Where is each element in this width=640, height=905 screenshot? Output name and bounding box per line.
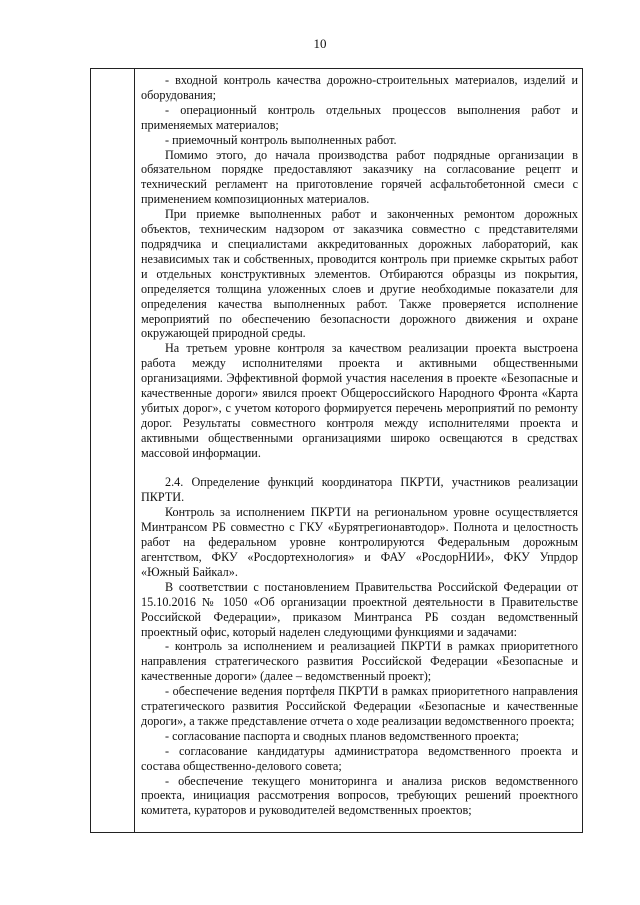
paragraph: - приемочный контроль выполненных работ. xyxy=(165,132,397,147)
paragraph: - операционный контроль отдельных процессов выполнения работ и применяемых материалов; xyxy=(141,102,578,132)
list-item: - обеспечение текущего мониторинга и анализа рисков ведомственного проекта, инициация рассмотрения вопросов, требующих решений проектного комитета, кураторов и руководителей ведомственных проектов; xyxy=(141,773,578,818)
page-number: 10 xyxy=(313,36,327,51)
paragraph: На третьем уровне контроля за качеством реализации проекта выстроена работа между исполнителями проекта и активными общественными организациями. Эффективной формой участия населения в проекте «Безопасные и качественные дороги» явился проект Общероссийского Народного Фронта «Карта убитых дорог», с учетом которого формируется перечень мероприятий по ремонту дорог. Результаты совместного контроля между исполнителями проекта и активными общественными организациями широко освещаются в средствах массовой информации. xyxy=(141,341,578,460)
paragraph: В соответствии с постановлением Правительства Российской Федерации от 15.10.2016 № 1050 «Об организации проектной деятельности в Правительстве Российской Федерации», приказом Минтранса РБ создан ведомственный проектный офис, который наделен следующими функциями и задачами: xyxy=(141,579,578,639)
paragraph: При приемке выполненных работ и законченных ремонтом дорожных объектов, техническим надзором от заказчика совместно с представителями подрядчика и специалистами аккредитованных дорожных лабораторий, как независимых так и собственных, проводится контроль при приемке скрытых работ и отдельных конструктивных элементов. Отбираются образцы из покрытия, определяется толщина уложенных слоев и другие необходимые показатели для определения качества выполненных работ. Также проверяется исполнение мероприятий по обеспечению безопасности дорожного движения и охране окружающей природной среды. xyxy=(141,207,578,341)
spacer xyxy=(141,461,578,476)
list-item: - обеспечение ведения портфеля ПКРТИ в рамках приоритетного направления стратегического развития Российской Федерации «Безопасные и качественные дороги», а также представление отчета о ходе реализации ведомственного проекта; xyxy=(141,684,578,728)
list-item: - согласование кандидатуры администратора ведомственного проекта и состава общественно-делового совета; xyxy=(141,743,578,773)
paragraph: Помимо этого, до начала производства работ подрядные организации в обязательном порядке предоставляют заказчику на согласование рецепт и технический регламент на приготовление горячей асфальтобетонной смеси с применением композиционных материалов. xyxy=(141,147,578,207)
section-heading: 2.4. Определение функций координатора ПКРТИ, участников реализации ПКРТИ. xyxy=(141,475,578,505)
list-item: - согласование паспорта и сводных планов ведомственного проекта; xyxy=(165,728,519,743)
text-body xyxy=(141,73,578,818)
list-item: - контроль за исполнением и реализацией ПКРТИ в рамках приоритетного направления стратегического развития Российской Федерации «Безопасные и качественные дороги» (далее – ведомственный проект); xyxy=(141,639,578,684)
table-frame xyxy=(90,68,583,833)
paragraph: - входной контроль качества дорожно-строительных материалов, изделий и оборудования; xyxy=(141,73,578,102)
paragraph: Контроль за исполнением ПКРТИ на региональном уровне осуществляется Минтрансом РБ совместно с ГКУ «Бурятрегионавтодор». Полнота и целостность работ на федеральном уровне контролируются Федеральным дорожным агентством, ФКУ «Росдортехнология» и ФАУ «РосдорНИИ», ФКУ Упрдор «Южный Байкал». xyxy=(141,505,578,579)
left-column xyxy=(91,69,135,832)
